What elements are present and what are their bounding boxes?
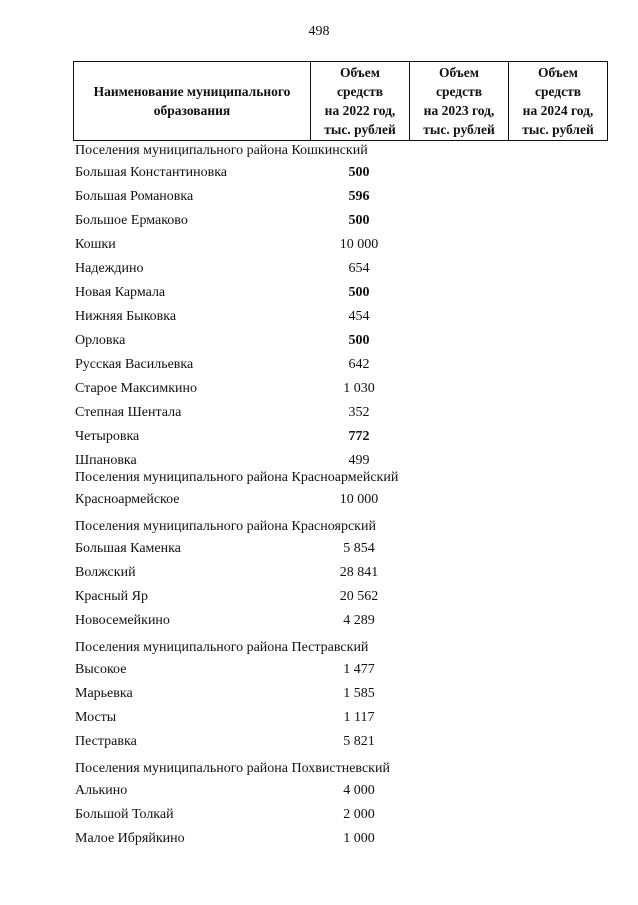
- page-number: 498: [308, 24, 330, 39]
- district-section-title: Поселения муниципального района Пестравский: [75, 640, 369, 655]
- amount-2022: 352: [348, 405, 370, 420]
- settlement-name: Большая Константиновка: [75, 165, 228, 180]
- settlement-name: Надеждино: [75, 261, 144, 276]
- settlement-name: Марьевка: [75, 686, 133, 701]
- settlement-name: Малое Ибряйкино: [75, 831, 185, 846]
- header-amount-2023: Объем средств на 2023 год, тыс. рублей: [410, 62, 509, 141]
- amount-2022: 500: [348, 285, 370, 300]
- district-section-title: Поселения муниципального района Красноярский: [75, 519, 376, 534]
- settlement-row: [0, 308, 638, 332]
- settlement-row: [0, 733, 638, 757]
- settlement-row: [0, 709, 638, 733]
- amount-2022: 500: [348, 165, 370, 180]
- settlement-name: Пестравка: [75, 734, 137, 749]
- district-section-row: [0, 515, 638, 540]
- settlement-row: [0, 428, 638, 452]
- settlement-name: Орловка: [75, 333, 126, 348]
- district-section-row: [0, 139, 638, 164]
- settlement-name: Новосемейкино: [75, 613, 170, 628]
- settlement-row: [0, 284, 638, 308]
- amount-2022: 4 289: [343, 613, 375, 628]
- amount-2022: 1 585: [343, 686, 375, 701]
- amount-2022: 10 000: [339, 492, 379, 507]
- amount-2022: 10 000: [339, 237, 379, 252]
- settlement-row: [0, 540, 638, 564]
- settlement-name: Шпановка: [75, 453, 137, 468]
- amount-2022: 596: [348, 189, 370, 204]
- settlement-row: [0, 806, 638, 830]
- amount-2022: 500: [348, 213, 370, 228]
- settlement-name: Высокое: [75, 662, 127, 677]
- amount-2022: 4 000: [343, 783, 375, 798]
- settlement-name: Степная Шентала: [75, 405, 182, 420]
- header-amount-2024: Объем средств на 2024 год, тыс. рублей: [509, 62, 608, 141]
- amount-2022: 500: [348, 333, 370, 348]
- settlement-row: [0, 452, 638, 466]
- settlement-name: Большая Каменка: [75, 541, 181, 556]
- header-municipality-name: Наименование муниципального образования: [74, 62, 311, 141]
- settlement-name: Кошки: [75, 237, 116, 252]
- district-section-title: Поселения муниципального района Кошкинский: [75, 143, 368, 158]
- district-section-row: [0, 466, 638, 491]
- budget-table-header: [73, 61, 608, 141]
- amount-2022: 28 841: [339, 565, 379, 580]
- settlement-row: [0, 356, 638, 380]
- amount-2022: 772: [348, 429, 370, 444]
- settlement-name: Алькино: [75, 783, 128, 798]
- settlement-name: Большой Толкай: [75, 807, 174, 822]
- amount-2022: 2 000: [343, 807, 375, 822]
- amount-2022: 1 117: [343, 710, 375, 725]
- settlement-name: Большая Романовка: [75, 189, 194, 204]
- settlement-row: [0, 188, 638, 212]
- settlement-row: [0, 564, 638, 588]
- settlement-name: Новая Кармала: [75, 285, 166, 300]
- settlement-row: [0, 380, 638, 404]
- settlement-row: [0, 164, 638, 188]
- district-section-title: Поселения муниципального района Красноармейский: [75, 470, 399, 485]
- budget-rows: [0, 139, 638, 854]
- settlement-row: [0, 782, 638, 806]
- amount-2022: 454: [348, 309, 370, 324]
- settlement-name: Большое Ермаково: [75, 213, 188, 228]
- header-row: [74, 62, 608, 141]
- district-section-title: Поселения муниципального района Похвистневский: [75, 761, 390, 776]
- settlement-row: [0, 236, 638, 260]
- amount-2022: 5 854: [343, 541, 375, 556]
- header-amount-2022: Объем средств на 2022 год, тыс. рублей: [311, 62, 410, 141]
- amount-2022: 1 000: [343, 831, 375, 846]
- district-section-row: [0, 636, 638, 661]
- settlement-name: Русская Васильевка: [75, 357, 194, 372]
- settlement-name: Волжский: [75, 565, 136, 580]
- settlement-name: Красноармейское: [75, 492, 180, 507]
- settlement-row: [0, 588, 638, 612]
- amount-2022: 20 562: [339, 589, 379, 604]
- settlement-name: Старое Максимкино: [75, 381, 198, 396]
- settlement-row: [0, 212, 638, 236]
- amount-2022: 5 821: [343, 734, 375, 749]
- settlement-row: [0, 260, 638, 284]
- settlement-row: [0, 491, 638, 515]
- settlement-row: [0, 332, 638, 356]
- settlement-row: [0, 685, 638, 709]
- settlement-row: [0, 661, 638, 685]
- amount-2022: 1 030: [343, 381, 375, 396]
- settlement-name: Нижняя Быковка: [75, 309, 177, 324]
- amount-2022: 1 477: [343, 662, 375, 677]
- amount-2022: 654: [348, 261, 370, 276]
- amount-2022: 642: [348, 357, 370, 372]
- settlement-row: [0, 830, 638, 854]
- amount-2022: 499: [348, 453, 370, 468]
- district-section-row: [0, 757, 638, 782]
- settlement-name: Мосты: [75, 710, 117, 725]
- settlement-row: [0, 404, 638, 428]
- settlement-name: Четыровка: [75, 429, 140, 444]
- settlement-row: [0, 612, 638, 636]
- settlement-name: Красный Яр: [75, 589, 148, 604]
